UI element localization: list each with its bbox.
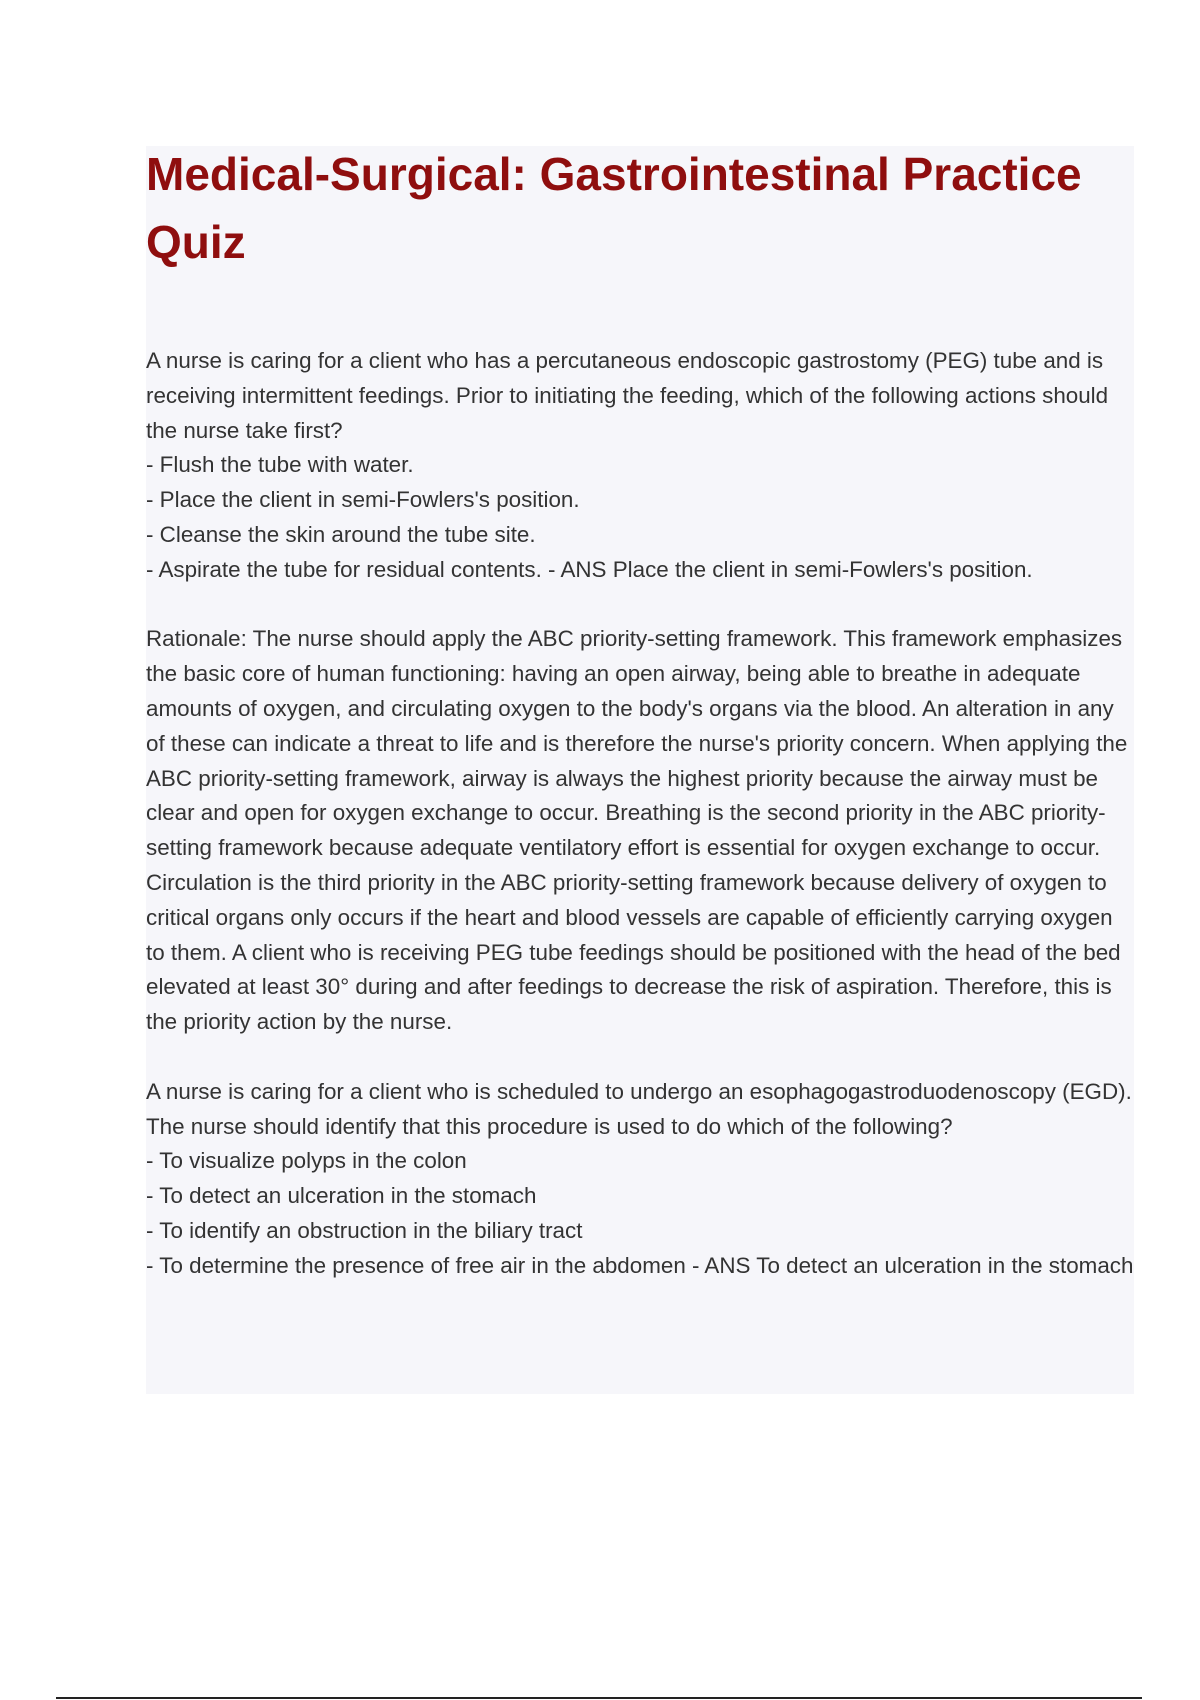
question-1-option-3: - Cleanse the skin around the tube site. — [146, 521, 536, 547]
spacer — [146, 588, 1136, 623]
spacer — [146, 1040, 1136, 1075]
document-body — [146, 344, 1136, 1284]
question-2 — [146, 1075, 1136, 1284]
question-2-stem: A nurse is caring for a client who is scheduled to undergo an esophagogastroduodenoscopy (EGD). The nurse should identify that this procedure is used to do which of the following? — [146, 1078, 1132, 1139]
question-1-option-4-answer: - Aspirate the tube for residual contents. - ANS Place the client in semi-Fowlers's position. — [146, 556, 1033, 582]
question-1-option-2: - Place the client in semi-Fowlers's position. — [146, 487, 580, 513]
question-1-option-1: - Flush the tube with water. — [146, 452, 414, 478]
page-title: Medical-Surgical: Gastrointestinal Practice Quiz — [146, 148, 1082, 268]
question-1-rationale: Rationale: The nurse should apply the ABC priority-setting framework. This framework emphasizes the basic core of human functioning: having an open airway, being able to breathe in adequate amounts of oxygen, and circulating oxygen to the body's organs via the blood. An alteration in any of these can indicate a threat to life and is therefore the nurse's priority concern. When applying the ABC priority-setting framework, airway is always the highest priority because the airway must be clear and open for oxygen exchange to occur. Breathing is the second priority in the ABC priority-setting framework because adequate ventilatory effort is essential for oxygen exchange to occur. Circulation is the third priority in the ABC priority-setting framework because delivery of oxygen to critical organs only occurs if the heart and blood vessels are capable of efficiently carrying oxygen to them. A client who is receiving PEG tube feedings should be positioned with the head of the bed elevated at least 30° during and after feedings to decrease the risk of aspiration. Therefore, this is the priority action by the nurse. — [146, 626, 1128, 1035]
footer-rule — [56, 1697, 1142, 1699]
question-2-option-4-answer: - To determine the presence of free air in the abdomen - ANS To detect an ulceration in the stomach — [146, 1252, 1134, 1278]
question-1 — [146, 344, 1136, 588]
question-2-option-1: - To visualize polyps in the colon — [146, 1148, 467, 1174]
question-2-option-2: - To detect an ulceration in the stomach — [146, 1183, 537, 1209]
question-2-option-3: - To identify an obstruction in the biliary tract — [146, 1217, 583, 1243]
question-1-stem: A nurse is caring for a client who has a percutaneous endoscopic gastrostomy (PEG) tube and is receiving intermittent feedings. Prior to initiating the feeding, which of the following actions should the nurse take first? — [146, 348, 1109, 443]
